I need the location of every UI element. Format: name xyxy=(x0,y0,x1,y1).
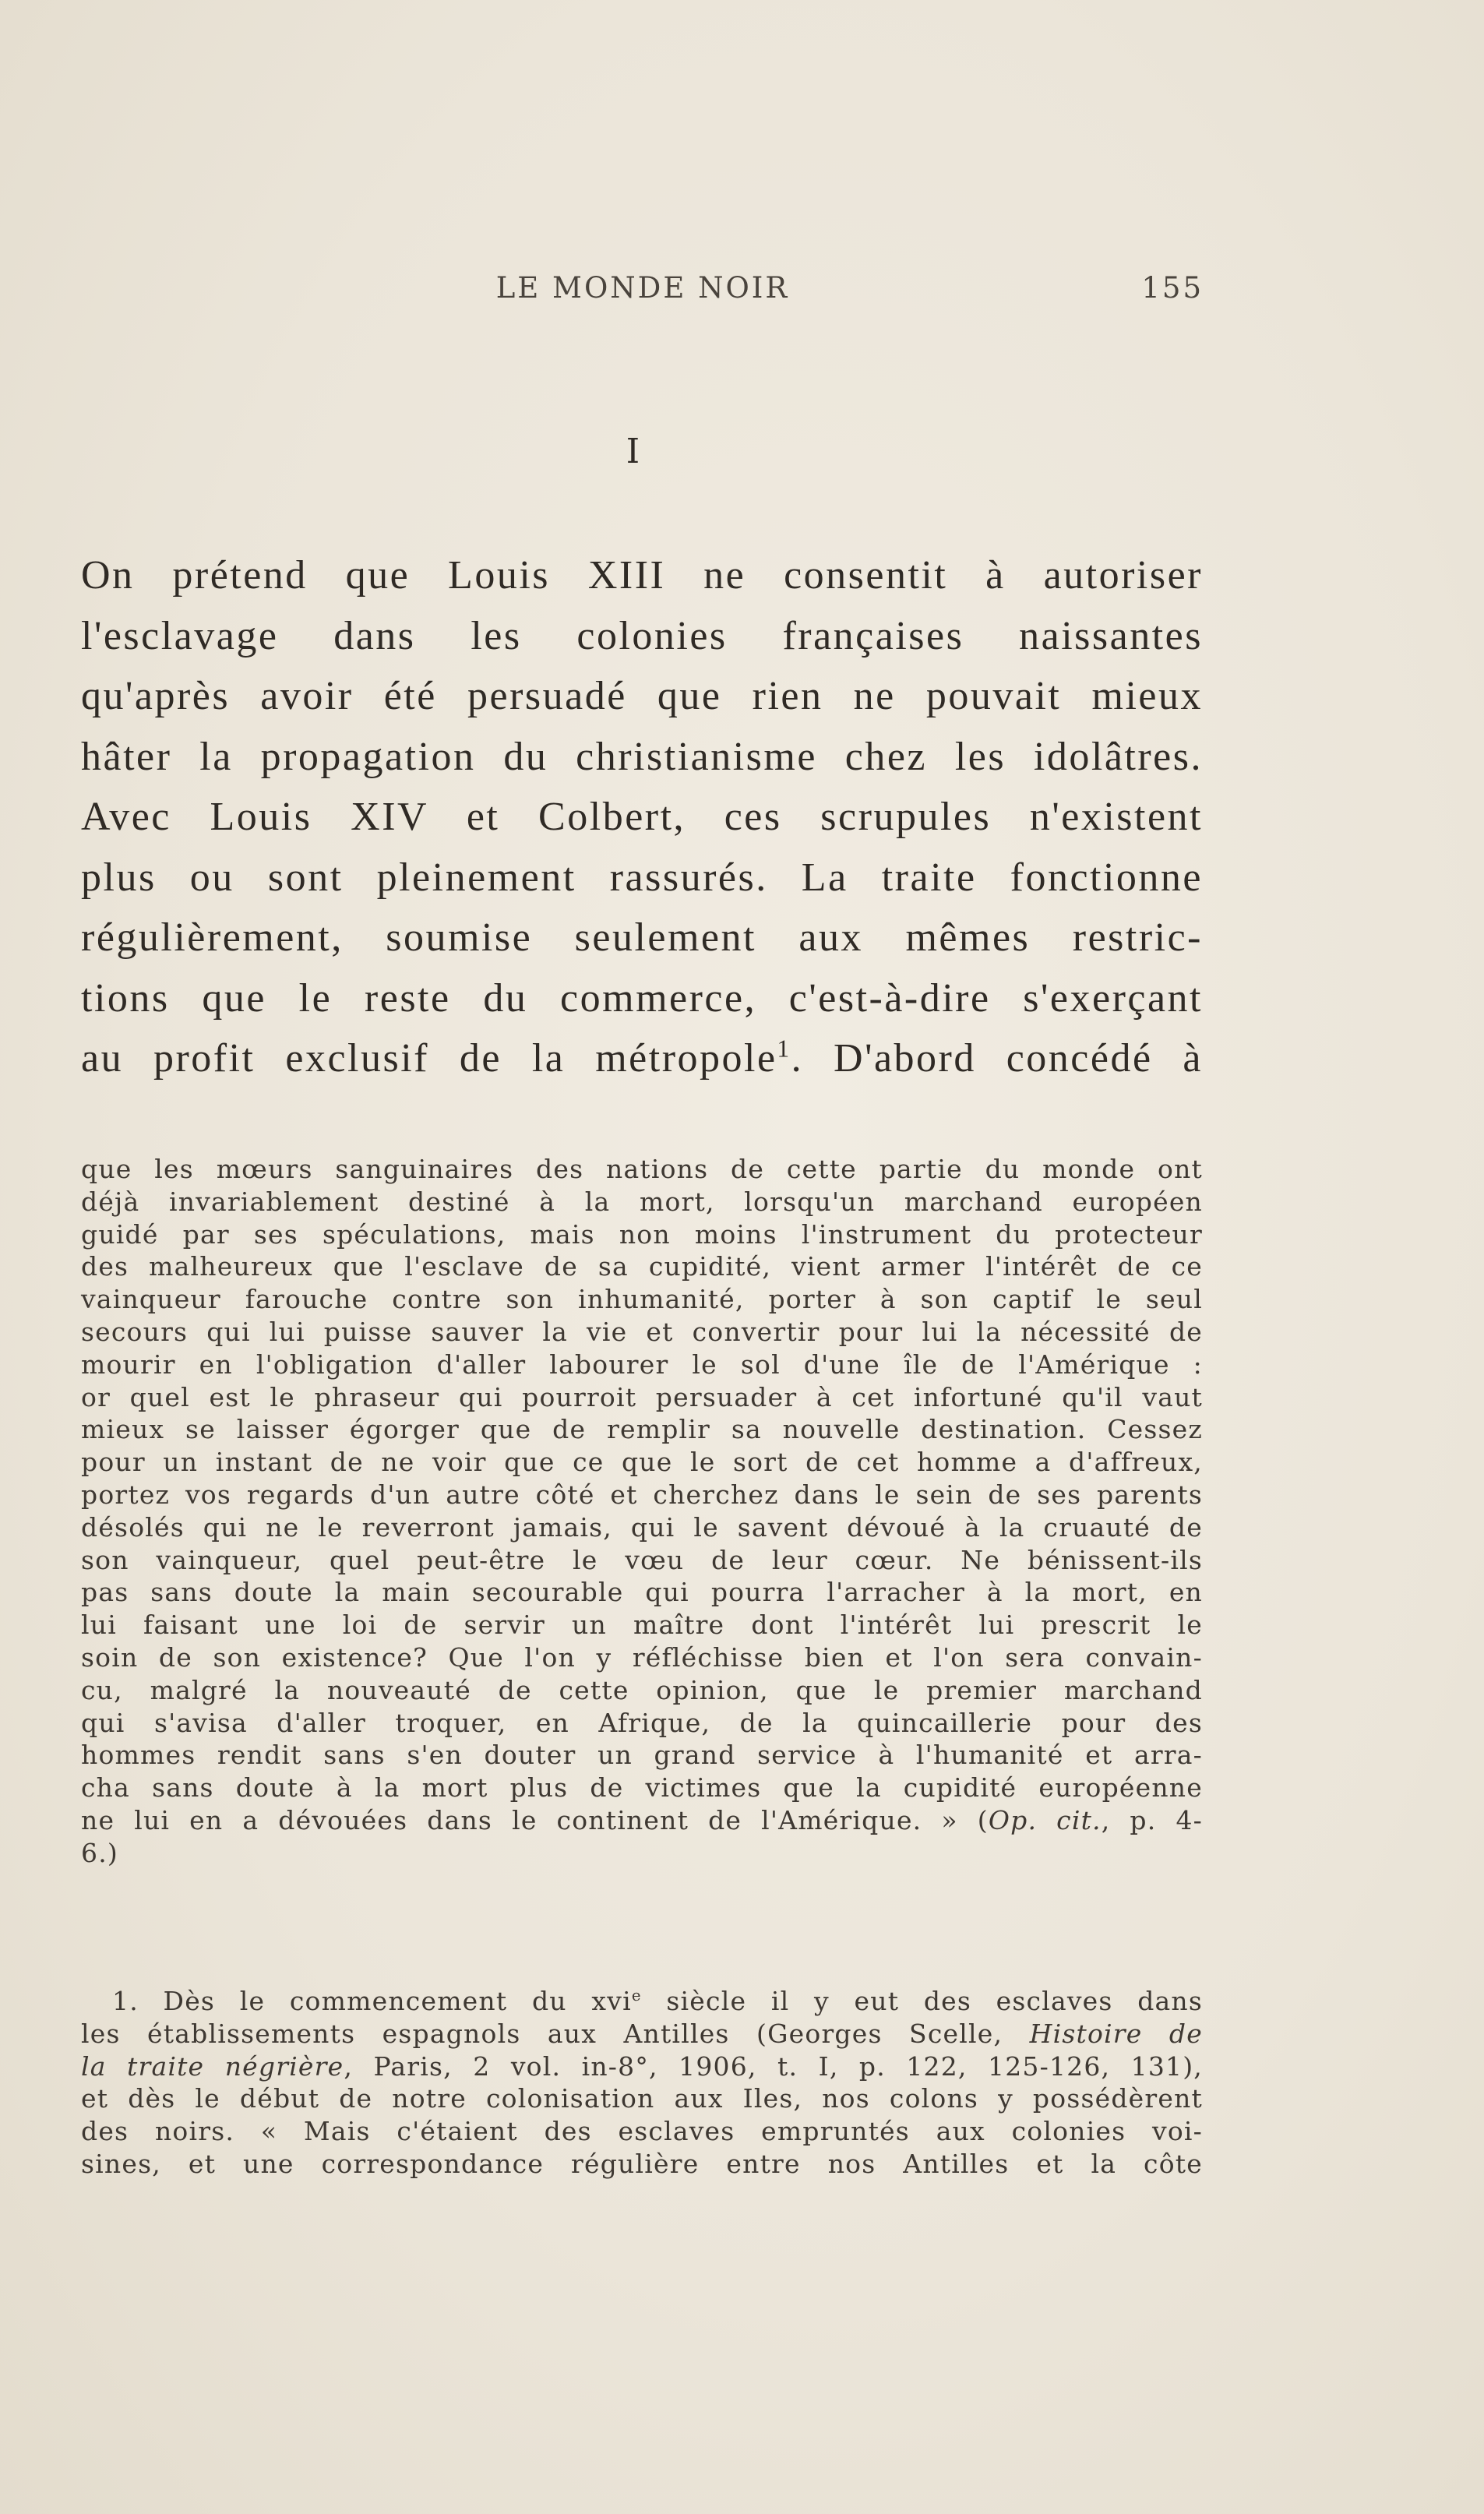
footnotes xyxy=(81,1985,1203,2181)
quote-line: hommes rendit sans s'en douter un grand service à l'humanité et arra- xyxy=(81,1740,1203,1771)
footnote-ref: 1 xyxy=(777,1035,791,1063)
footnote-text: siècle il y eut des esclaves dans xyxy=(641,1986,1203,2016)
quote-line: pas sans doute la main secourable qui pourra l'arracher à la mort, en xyxy=(81,1577,1203,1608)
footnote-text: 1. Dès le commencement du xvi xyxy=(112,1986,632,2016)
body-line: qu'après avoir été persuadé que rien ne pouvait mieux xyxy=(81,674,1203,718)
footnote-line xyxy=(81,1985,1203,2018)
page-number: 155 xyxy=(1141,271,1204,305)
century-superscript: e xyxy=(631,1987,642,2005)
quote-line: 6.) xyxy=(81,1837,118,1868)
quote-text: ne lui en a dévouées dans le continent de l'Amérique. » ( xyxy=(81,1804,989,1835)
body-line: hâter la propagation du christianisme chez les idolâtres. xyxy=(81,734,1203,779)
footnote-line: et dès le début de notre colonisation aux Iles, nos colons y possédèrent xyxy=(81,2083,1203,2114)
body-line: tions que le reste du commerce, c'est-à-dire s'exerçant xyxy=(81,975,1203,1021)
quote-line: portez vos regards d'un autre côté et cherchez dans le sein de ses parents xyxy=(81,1479,1203,1510)
body-line: l'esclavage dans les colonies françaises naissantes xyxy=(81,613,1203,658)
quote-line: vainqueur farouche contre son inhumanité, porter à son captif le seul xyxy=(81,1284,1203,1315)
quote-line: des malheureux que l'esclave de sa cupidité, vient armer l'intérêt de ce xyxy=(81,1251,1203,1282)
body-line-text: au profit exclusif de la métropole xyxy=(81,1036,777,1081)
body-line-text: . D'abord concédé à xyxy=(791,1036,1204,1081)
quote-line: secours qui lui puisse sauver la vie et convertir pour lui la nécessité de xyxy=(81,1316,1203,1347)
quote-line: cu, malgré la nouveauté de cette opinion, que le premier marchand xyxy=(81,1674,1203,1705)
quote-line: mieux se laisser égorger que de remplir sa nouvelle destination. Cessez xyxy=(81,1414,1203,1445)
footnote-line: sines, et une correspondance régulière entre nos Antilles et la côte xyxy=(81,2148,1203,2179)
quote-line: qui s'avisa d'aller troquer, en Afrique, de la quincaillerie pour des xyxy=(81,1707,1203,1738)
quote-line: soin de son existence? Que l'on y réfléchisse bien et l'on sera convain- xyxy=(81,1641,1203,1673)
quote-line: son vainqueur, quel peut-être le vœu de leur cœur. Ne bénissent-ils xyxy=(81,1544,1203,1575)
body-line: plus ou sont pleinement rassurés. La traite fonctionne xyxy=(81,855,1203,900)
main-paragraph xyxy=(81,545,1203,1089)
footnote-line: des noirs. « Mais c'étaient des esclaves empruntés aux colonies voi- xyxy=(81,2116,1203,2147)
quote-line: or quel est le phraseur qui pourroit persuader à cet infortuné qu'il vaut xyxy=(81,1381,1203,1412)
book-title-italic: la traite négrière xyxy=(81,2050,344,2082)
footnote-line xyxy=(81,2018,1203,2050)
running-title: LE MONDE NOIR xyxy=(495,271,790,305)
quote-line: cha sans doute à la mort plus de victimes que la cupidité européenne xyxy=(81,1772,1203,1804)
footnote-text: les établissements espagnols aux Antilles (Georges Scelle, xyxy=(81,2018,1030,2049)
citation-italic: Op. cit. xyxy=(988,1804,1102,1835)
quote-line: pour un instant de ne voir que ce que le sort de cet homme a d'affreux, xyxy=(81,1447,1203,1478)
quote-line: guidé par ses spéculations, mais non moins l'instrument du protecteur xyxy=(81,1218,1203,1250)
quote-line: lui faisant une loi de servir un maître dont l'intérêt lui prescrit le xyxy=(81,1610,1203,1641)
footnote-text: , Paris, 2 vol. in-8°, 1906, t. I, p. 122, 125-126, 131), xyxy=(344,2050,1203,2082)
body-line: régulièrement, soumise seulement aux mêmes restric- xyxy=(81,915,1203,960)
body-line-last xyxy=(81,1028,1203,1089)
quote-line: déjà invariablement destiné à la mort, lorsqu'un marchand européen xyxy=(81,1186,1203,1217)
section-numeral: I xyxy=(626,432,640,471)
quote-line: désolés qui ne le reverront jamais, qui le savent dévoué à la cruauté de xyxy=(81,1511,1203,1543)
citation-page: , p. 4- xyxy=(1101,1804,1204,1835)
quote-line-citation xyxy=(81,1804,1203,1837)
footnote-line xyxy=(81,2050,1203,2083)
body-line: Avec Louis XIV et Colbert, ces scrupules n'existent xyxy=(81,795,1203,839)
body-line: On prétend que Louis XIII ne consentit à autoriser xyxy=(81,553,1203,598)
quote-line: mourir en l'obligation d'aller labourer le sol d'une île de l'Amérique : xyxy=(81,1349,1203,1380)
book-title-italic: Histoire de xyxy=(1029,2018,1203,2049)
quoted-passage xyxy=(81,1153,1203,1870)
quote-line: que les mœurs sanguinaires des nations de cette partie du monde ont xyxy=(81,1154,1203,1184)
